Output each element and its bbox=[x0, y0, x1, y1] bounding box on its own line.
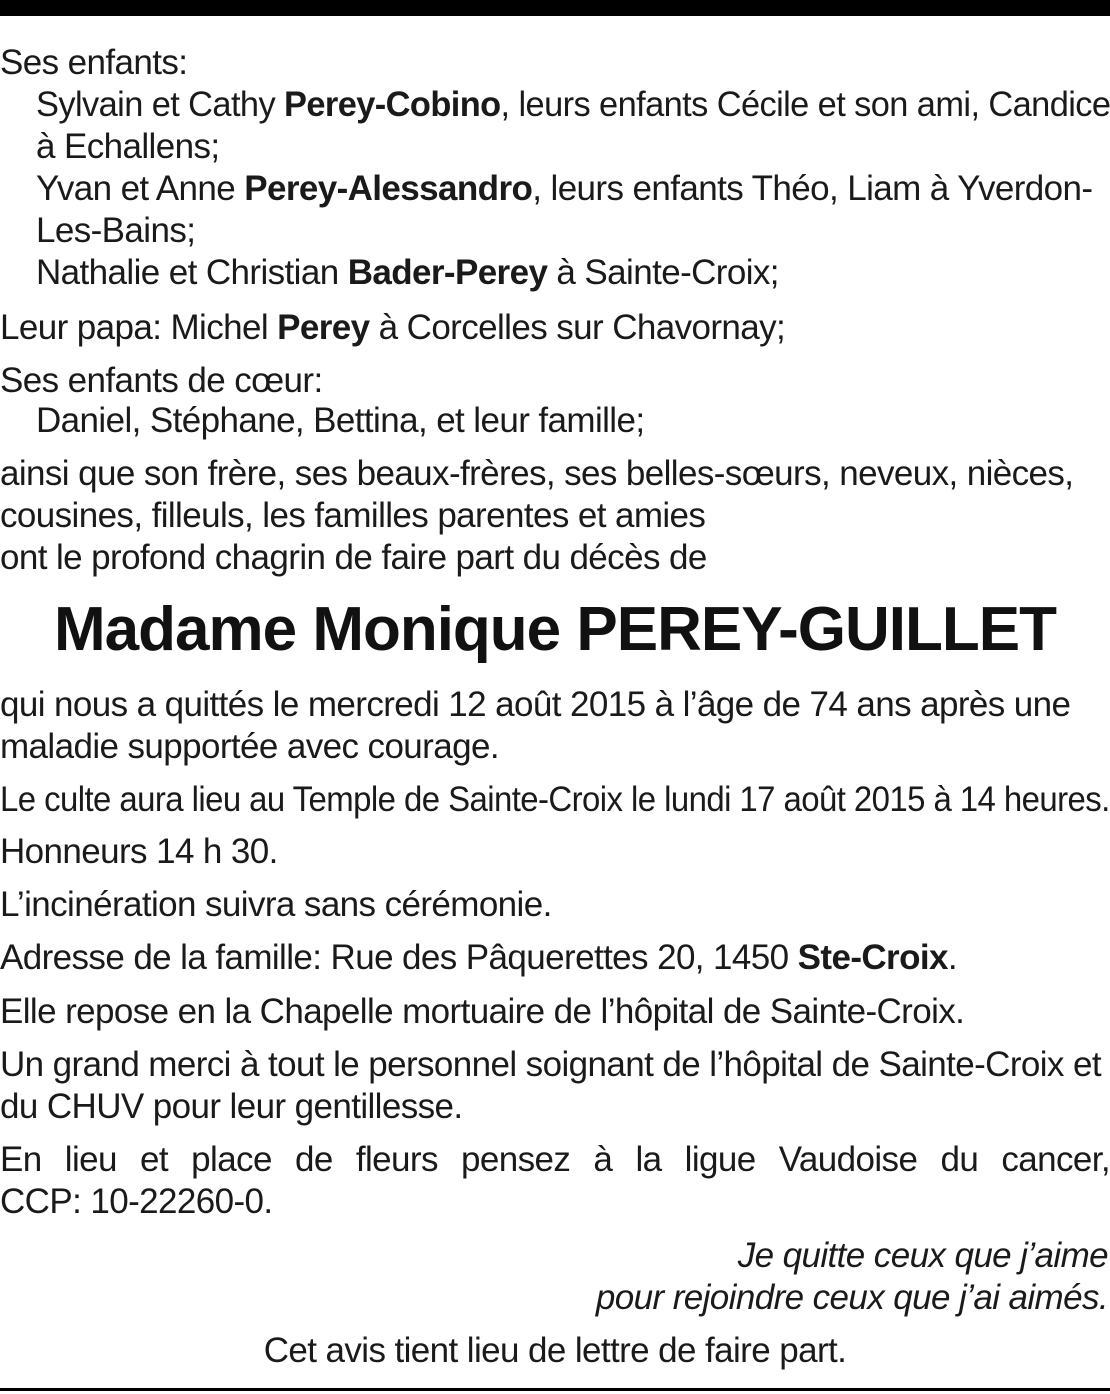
flowers-line-2: CCP: 10-22260-0. bbox=[0, 1182, 273, 1221]
thanks-line-1: Un grand merci à tout le personnel soignant de l’hôpital de Sainte-Croix et bbox=[0, 1045, 1101, 1084]
honours-line: Honneurs 14 h 30. bbox=[0, 832, 278, 871]
father-pre: Leur papa: Michel bbox=[0, 308, 278, 347]
bottom-rule bbox=[0, 1388, 1110, 1391]
quote-line-2: pour rejoindre ceux que j’ai aimés. bbox=[595, 1278, 1108, 1317]
closing-line: Cet avis tient lieu de lettre de faire part. bbox=[263, 1331, 847, 1370]
address-pre: Adresse de la famille: Rue des Pâquerettes 20, 1450 bbox=[0, 938, 798, 977]
child-line-1-cont: à Echallens; bbox=[36, 127, 220, 166]
father-post: à Corcelles sur Chavornay; bbox=[369, 308, 786, 347]
family-line-3: ont le profond chagrin de faire part du décès de bbox=[0, 538, 707, 577]
child3-pre: Nathalie et Christian bbox=[36, 253, 348, 292]
father-line bbox=[0, 307, 1110, 349]
service-line: Le culte aura lieu au Temple de Sainte-Croix le lundi 17 août 2015 à 14 heures. bbox=[0, 780, 1110, 819]
father-name: Perey bbox=[277, 308, 370, 347]
child-line-1 bbox=[36, 84, 1110, 126]
children-label: Ses enfants: bbox=[0, 43, 188, 82]
heart-label: Ses enfants de cœur: bbox=[0, 361, 323, 400]
address-place: Ste-Croix bbox=[797, 938, 948, 977]
child2-name: Perey-Alessandro bbox=[244, 169, 533, 208]
rest-line: Elle repose en la Chapelle mortuaire de l’hôpital de Sainte-Croix. bbox=[0, 992, 965, 1031]
heart-names: Daniel, Stéphane, Bettina, et leur famille; bbox=[36, 401, 645, 440]
death-line-2: maladie supportée avec courage. bbox=[0, 727, 499, 766]
address-line bbox=[0, 937, 1110, 979]
child1-post: , leurs enfants Cécile et son ami, Candice bbox=[500, 85, 1110, 124]
family-line-2: cousines, filleuls, les familles parentes et amies bbox=[0, 496, 706, 535]
child-line-2 bbox=[36, 168, 1110, 210]
child2-pre: Yvan et Anne bbox=[36, 169, 245, 208]
deceased-name: Madame Monique PEREY-GUILLET bbox=[54, 595, 1056, 664]
child-line-2-cont: Les-Bains; bbox=[36, 211, 196, 250]
top-rule bbox=[0, 0, 1110, 16]
child3-post: à Sainte-Croix; bbox=[547, 253, 779, 292]
child2-post: , leurs enfants Théo, Liam à Yverdon- bbox=[532, 169, 1093, 208]
quote-line-1: Je quitte ceux que j’aime bbox=[737, 1236, 1108, 1275]
flowers-line-1: En lieu et place de fleurs pensez à la ligue Vaudoise du cancer, bbox=[0, 1140, 1110, 1179]
child3-name: Bader-Perey bbox=[347, 253, 548, 292]
child-line-3 bbox=[36, 252, 1110, 294]
death-line-1: qui nous a quittés le mercredi 12 août 2015 à l’âge de 74 ans après une bbox=[0, 685, 1071, 724]
cremation-line: L’incinération suivra sans cérémonie. bbox=[0, 885, 552, 924]
child1-pre: Sylvain et Cathy bbox=[36, 85, 285, 124]
address-post: . bbox=[947, 938, 957, 977]
family-line-1: ainsi que son frère, ses beaux-frères, ses belles-sœurs, neveux, nièces, bbox=[0, 454, 1074, 493]
thanks-line-2: du CHUV pour leur gentillesse. bbox=[0, 1087, 463, 1126]
child1-name: Perey-Cobino bbox=[284, 85, 501, 124]
